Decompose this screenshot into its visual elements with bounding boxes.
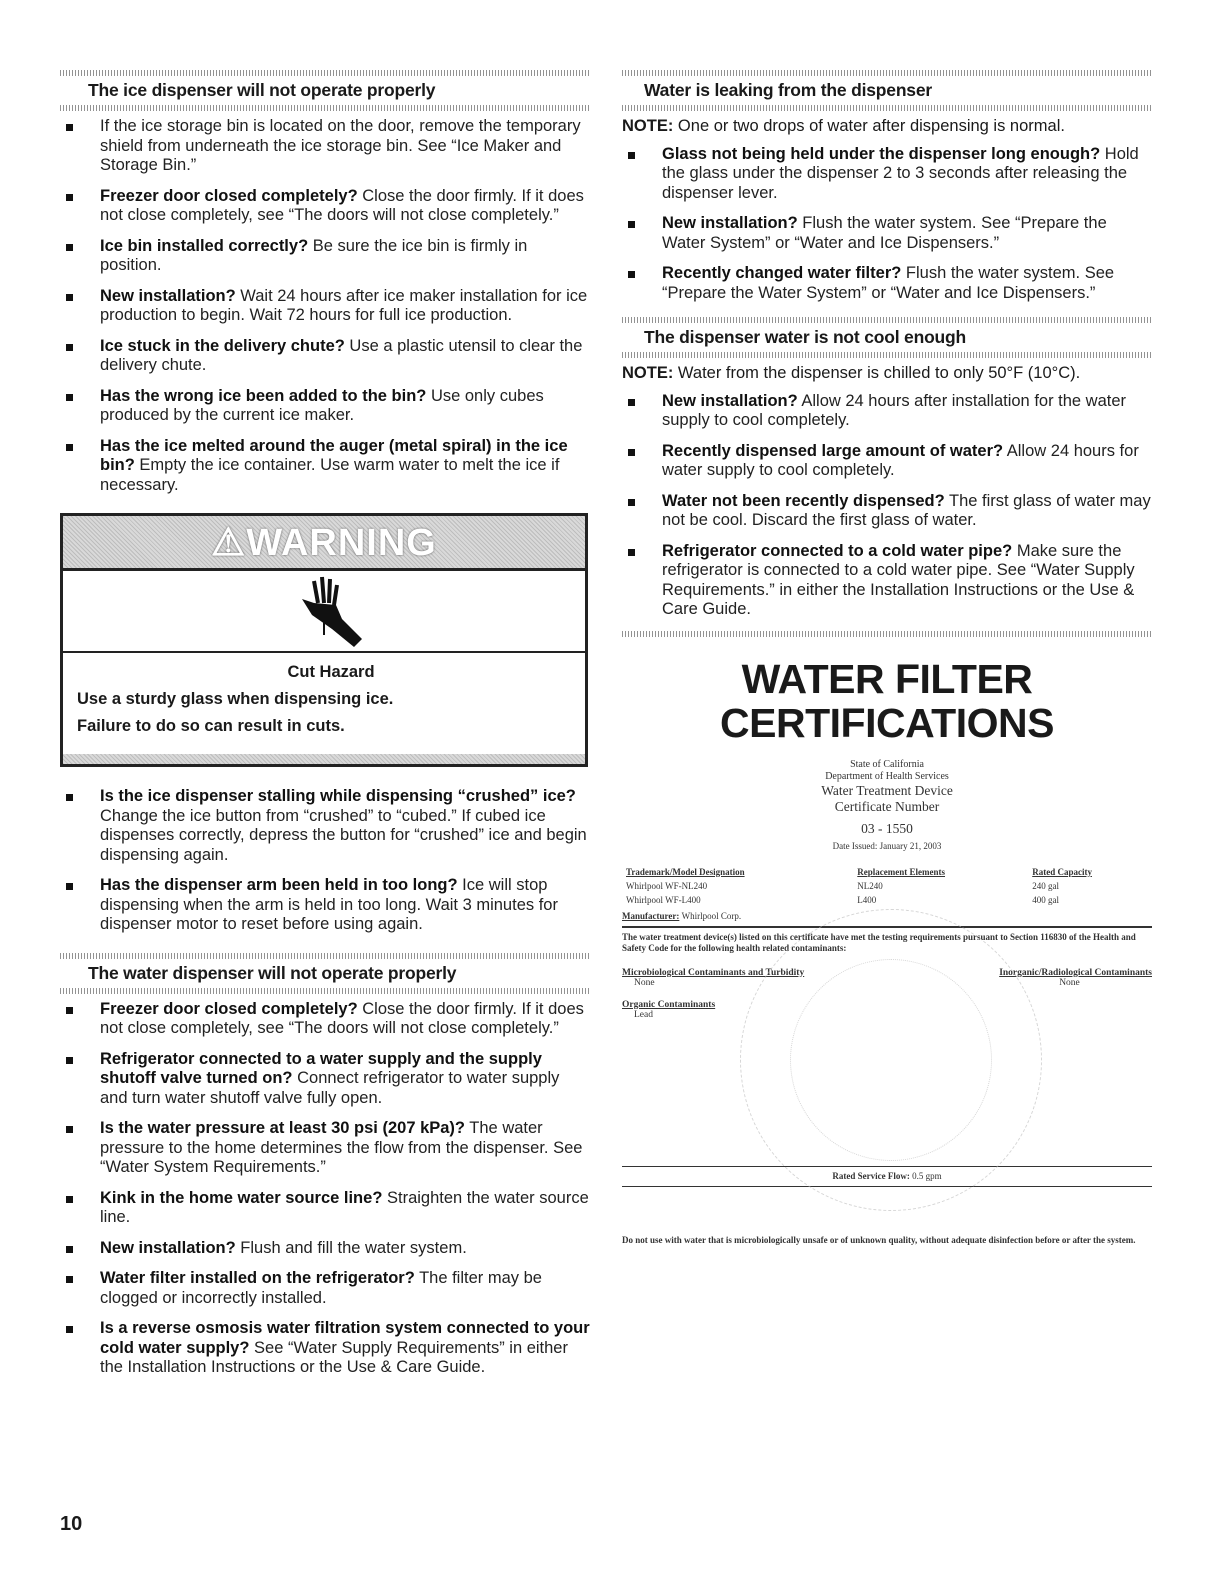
list-item: New installation? Wait 24 hours after ice maker installation for ice production to begin. Wait 72 hours for full ice production. xyxy=(60,287,590,326)
list-item: New installation? Allow 24 hours after installation for the water supply to cool completely. xyxy=(622,392,1152,431)
list-item: New installation? Flush the water system. See “Prepare the Water System” or “Water and Ice Dispensers.” xyxy=(622,214,1152,253)
list-item: Water filter installed on the refrigerator? The filter may be clogged or incorrectly installed. xyxy=(60,1269,590,1308)
section-water-dispenser-header xyxy=(60,953,590,994)
list-item: Kink in the home water source line? Straighten the water source line. xyxy=(60,1189,590,1228)
ice-dispenser-list-continued xyxy=(60,787,590,935)
left-column xyxy=(60,70,590,1389)
right-column xyxy=(622,70,1152,1246)
section-title: The dispenser water is not cool enough xyxy=(644,327,967,347)
cut-hazard-icon xyxy=(284,573,364,649)
list-item: If the ice storage bin is located on the door, remove the temporary shield from underneath the ice storage bin. See “Ice Maker and Storage Bin.” xyxy=(60,117,590,176)
list-item: Has the wrong ice been added to the bin? Use only cubes produced by the current ice maker. xyxy=(60,387,590,426)
certificate: State of California Department of Health Services Water Treatment Device Certificate Number 03 - 1550 Date Issued: January 21, 2003 Trademark/Model Designation Replacement Elements Rated Capacity Whirlpool WF-NL240 NL240 240 gal Whirlpool WF-L400 L400 400 gal Manufacturer: Whirlpool Corp. The water treatment device(s) listed on this certificate have met the testing requirements pursuant to Section 116830 of the Health and Safety Code for the following health related contaminants: Microbiological Contaminants and Turbidity None Organic Contaminants Lead Inorganic/Radiological Contaminants None Rated Service Flow: 0.5 gpm Do not use with water that is microbiologically unsafe or of unknown quality, without adequate disinfection before or after the system. xyxy=(622,758,1152,1245)
cert-manufacturer: Manufacturer: Whirlpool Corp. xyxy=(622,910,742,921)
cert-flow: Rated Service Flow: 0.5 gpm xyxy=(832,1170,942,1181)
list-item: Is the water pressure at least 30 psi (207 kPa)? The water pressure to the home determines the flow from the dispenser. See “Water System Requirements.” xyxy=(60,1119,590,1178)
table-row: Whirlpool WF-NL240 NL240 240 gal xyxy=(626,880,1059,891)
note: NOTE: Water from the dispenser is chilled to only 50°F (10°C). xyxy=(622,364,1081,382)
list-item: New installation? Flush and fill the water system. xyxy=(60,1239,590,1259)
list-item: Ice stuck in the delivery chute? Use a plastic utensil to clear the delivery chute. xyxy=(60,337,590,376)
hazard-title: Cut Hazard xyxy=(287,663,375,681)
section-ice-dispenser-header xyxy=(60,70,590,111)
list-item: Has the ice melted around the auger (metal spiral) in the ice bin? Empty the ice container. Use warm water to melt the ice if necessary. xyxy=(60,437,590,496)
section-title: The ice dispenser will not operate properly xyxy=(88,80,436,100)
list-item: Ice bin installed correctly? Be sure the ice bin is firmly in position. xyxy=(60,237,590,276)
section-title: Water is leaking from the dispenser xyxy=(644,80,932,100)
cert-device: Water Treatment Device xyxy=(821,782,953,798)
list-item: Refrigerator connected to a water supply and the supply shutoff valve turned on? Connect refrigerator to water supply and turn water shutoff valve fully open. xyxy=(60,1050,590,1109)
section-title: The water dispenser will not operate properly xyxy=(88,962,457,983)
list-item: Recently dispensed large amount of water? Allow 24 hours for water supply to cool completely. xyxy=(622,442,1152,481)
list-item: Water not been recently dispensed? The first glass of water may not be cool. Discard the first glass of water. xyxy=(622,492,1152,531)
list-item: Freezer door closed completely? Close the door firmly. If it does not close completely, see “The doors will not close completely.” xyxy=(60,187,590,226)
note: NOTE: One or two drops of water after dispensing is normal. xyxy=(622,117,1065,135)
cert-label: Certificate Number xyxy=(834,798,940,814)
cert-number: 03 - 1550 xyxy=(861,820,913,836)
warning-line: Use a sturdy glass when dispensing ice. xyxy=(77,690,394,708)
leaking-list xyxy=(622,145,1152,304)
list-item: Is a reverse osmosis water filtration system connected to your cold water supply? See “Water Supply Requirements” in either the Installation Instructions or the Use & Care Guide. xyxy=(60,1319,590,1378)
warning-header xyxy=(63,516,585,571)
water-dispenser-list xyxy=(60,1000,590,1378)
cert-statement: The water treatment device(s) listed on this certificate have met the testing requirements pursuant to Section 116830 of the Health and Safety Code for the following health related contaminants: xyxy=(622,931,1136,953)
list-item: Glass not being held under the dispenser long enough? Hold the glass under the dispenser 2 to 3 seconds after releasing the dispenser lever. xyxy=(622,145,1152,204)
cool-list xyxy=(622,392,1152,620)
list-item: Recently changed water filter? Flush the water system. See “Prepare the Water System” or “Water and Ice Dispensers.” xyxy=(622,264,1152,303)
warning-line: Failure to do so can result in cuts. xyxy=(77,717,345,735)
list-item: Has the dispenser arm been held in too long? Ice will stop dispensing when the arm is held in too long. Wait 3 minutes for dispenser motor to reset before using again. xyxy=(60,876,590,935)
certifications-title: WATER FILTER CERTIFICATIONS xyxy=(720,655,1054,746)
warning-box xyxy=(60,513,588,767)
cert-dept: Department of Health Services xyxy=(825,770,949,782)
cert-state: State of California xyxy=(850,758,924,770)
list-item: Refrigerator connected to a cold water pipe? Make sure the refrigerator is connected to a cold water pipe. See “Water Supply Requirements.” in either the Installation Instructions or the Use & Care Guide. xyxy=(622,542,1152,620)
ice-dispenser-list xyxy=(60,117,590,495)
list-item: Freezer door closed completely? Close the door firmly. If it does not close completely, see “The doors will not close completely.” xyxy=(60,1000,590,1039)
table-row: Whirlpool WF-L400 L400 400 gal xyxy=(626,894,1059,905)
page-number: 10 xyxy=(60,1513,83,1535)
cert-table: Trademark/Model Designation Replacement Elements Rated Capacity Whirlpool WF-NL240 NL240 240 gal Whirlpool WF-L400 L400 400 gal xyxy=(622,865,1152,907)
list-item: Is the ice dispenser stalling while dispensing “crushed” ice? Change the ice button from “crushed” to “cubed.” If cubed ice dispenses correctly, depress the button for “crushed” ice and begin dispensing again. xyxy=(60,787,590,865)
section-cool-header xyxy=(622,317,1152,358)
cert-disclaimer: Do not use with water that is microbiologically unsafe or of unknown quality, without adequate disinfection before or after the system. xyxy=(622,1234,1136,1245)
cert-date: Date Issued: January 21, 2003 xyxy=(832,840,942,851)
section-leaking-header xyxy=(622,70,1152,111)
warning-heading: ⚠WARNING xyxy=(211,521,437,564)
